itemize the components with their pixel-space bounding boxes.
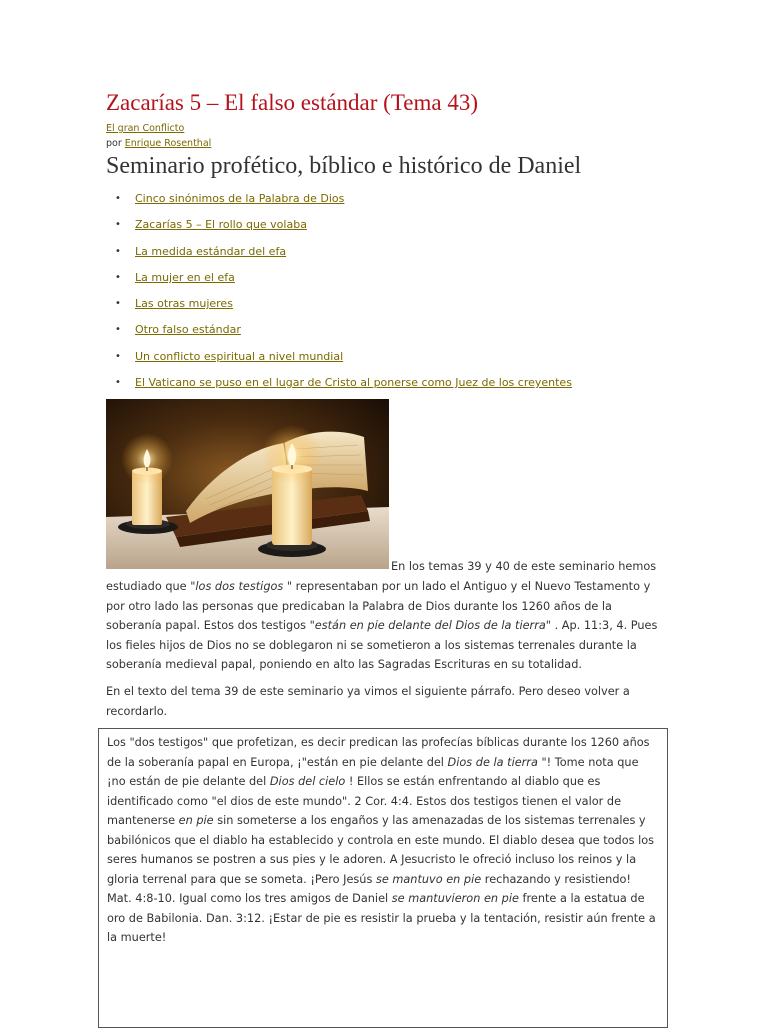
toc-link[interactable]: Cinco sinónimos de la Palabra de Dios [135,192,345,205]
toc-link[interactable]: El Vaticano se puso en el lugar de Cristo al ponerse como Juez de los creyentes [135,376,572,390]
bullet: • [115,377,121,389]
quote-segment: frente a la estatua de oro de Babilonia. Dan. 3:12. ¡Estar de pie es resistir la prueba y la tentación, resistir aún frente a la muerte! [107,892,656,944]
toc-link[interactable]: La mujer en el efa [135,270,235,284]
emphasis: los dos testigos [195,580,287,593]
toc-item [106,348,572,374]
bullet: • [115,193,121,204]
emphasis: se mantuvo en pie [375,872,482,886]
paragraph-1-first-line: En los temas 39 y 40 de este seminario hemos [391,560,657,573]
author-link[interactable]: Enrique Rosenthal [124,138,212,149]
series-title: Seminario profético, bíblico e histórico de Daniel [106,153,582,179]
paragraph-text: estudiado que " [106,580,196,593]
emphasis: Dios de la tierra [447,755,542,769]
toc-link[interactable]: Un conflicto espiritual a nivel mundial [135,349,344,363]
toc-item [106,269,572,295]
category-link[interactable]: El gran Conflicto [106,123,185,134]
quote-segment: rechazando y resistiendo! Mat. 4:8-10. Igual como los tres amigos de Daniel [107,872,631,905]
toc-link[interactable]: La medida estándar del efa [135,244,287,258]
paragraph-2: En el texto del tema 39 de este seminario ya vimos el siguiente párrafo. Pero deseo volver a recordarlo. [106,685,630,718]
emphasis: están en pie delante del Dios de la tierra [314,619,546,632]
toc-link[interactable]: Zacarías 5 – El rollo que volaba [135,218,307,232]
quote-text [107,733,659,948]
toc-item [106,216,572,242]
paragraph-text: " . Ap. 11:3, 4. Pues los fieles hijos de Dios no se doblegaron ni se sometieron a los sistemas terrenales durante la soberanía medieval papal, poniendo en alto las Sagradas Escrituras en su totalidad. [106,619,658,671]
bullet: • [115,219,121,231]
toc-item [106,295,572,321]
quote-box [98,728,668,1028]
toc-link[interactable]: Las otras mujeres [135,297,233,311]
toc-item [106,190,572,216]
emphasis: se mantuvieron en pie [391,892,519,905]
bible-candles-photo [106,399,389,569]
table-of-contents [106,190,572,400]
quote-segment: "! Tome nota que ¡no están de pie delante del [107,755,639,788]
paragraph-1 [106,577,662,675]
toc-item [106,321,572,347]
bullet: • [115,324,121,336]
quote-segment: ! Ellos se están enfrentando al diablo que es identificado como "el dios de este mundo". 2 Cor. 4:4. Estos dos testigos tienen el valor de mantenerse [107,775,622,827]
bullet: • [115,245,121,257]
article-title: Zacarías 5 – El falso estándar (Tema 43) [106,90,478,115]
quote-segment: Los "dos testigos" que profetizan, es decir predican las profecías bíblicas durante los 1260 años de la soberanía papal en Europa, ¡"están en pie delante del [107,736,650,769]
bullet: • [115,350,121,362]
byline-prefix: por [106,138,125,149]
emphasis: Dios del cielo [269,775,346,788]
paragraph-text: " representaban por un lado el Antiguo y el Nuevo Testamento y por otro lado las personas que predicaban la Palabra de Dios durante los 1260 años de la soberanía papal. Estos dos testigos " [106,580,651,632]
bullet: • [115,298,121,310]
byline [106,138,211,149]
quote-segment: sin someterse a los engaños y las amenazadas de los sistemas terrenales y babilónicos que el diablo ha establecido y controla en este mundo. El diablo desea que todos los seres humanos se postren a sus pies y le adoren. A Jesucristo le ofreció incluso los reinos y la gloria terrenal para que se someta. ¡Pero Jesús [107,814,655,886]
toc-item [106,243,572,269]
bullet: • [115,271,121,283]
toc-item [106,374,572,400]
toc-link[interactable]: Otro falso estándar [135,323,241,337]
emphasis: en pie [178,814,214,827]
